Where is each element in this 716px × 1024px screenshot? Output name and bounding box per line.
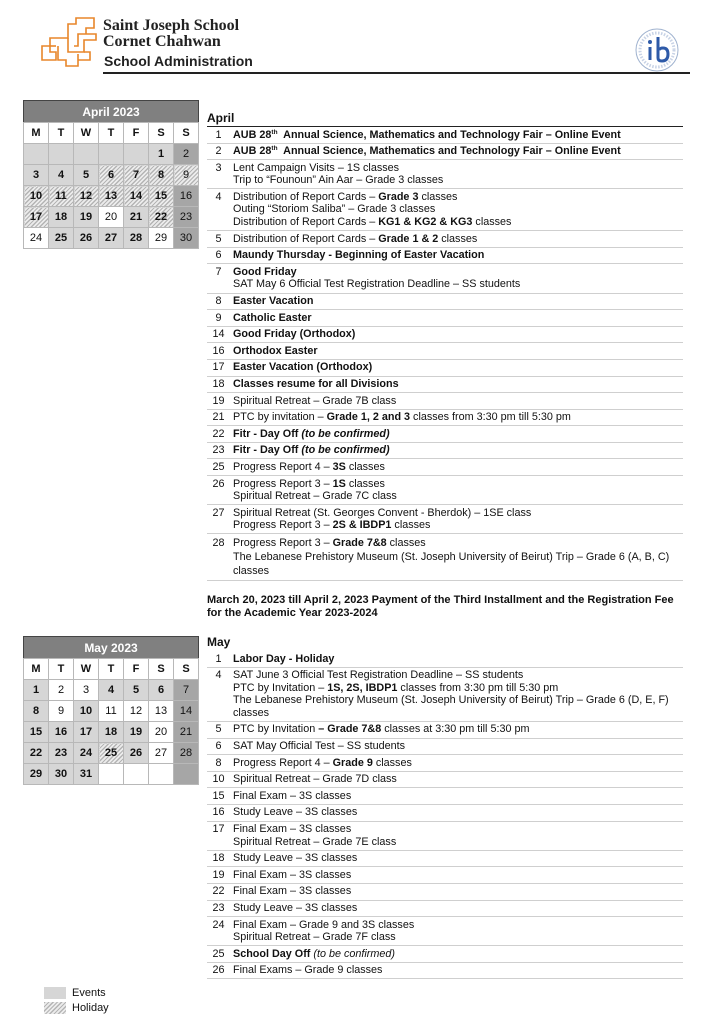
calendar-day: 6	[149, 680, 174, 701]
event-day: 8	[215, 756, 222, 769]
event-text: Progress Report 4 – 3S classes	[233, 460, 385, 473]
event-day: 3	[215, 161, 222, 174]
event-text: Good Friday	[233, 265, 297, 278]
calendar-day: 16	[49, 722, 74, 743]
event-day: 23	[212, 902, 225, 914]
calendar-day: 1	[24, 680, 49, 701]
calendar-day: 17	[24, 207, 49, 228]
calendar-day	[74, 144, 99, 165]
event-row	[207, 505, 683, 534]
event-text: Distribution of Report Cards – Grade 3 classes	[233, 190, 458, 203]
calendar-day: 19	[124, 722, 149, 743]
calendar-day: 14	[174, 701, 199, 722]
event-row	[207, 772, 683, 789]
event-day: 25	[212, 947, 225, 960]
event-day: 15	[212, 789, 225, 802]
event-row	[207, 377, 683, 394]
weekday-label: T	[99, 659, 124, 680]
calendar-day: 28	[174, 743, 199, 764]
event-row	[207, 822, 683, 851]
event-row	[207, 160, 683, 189]
event-text: Labor Day - Holiday	[233, 652, 335, 665]
event-text: Final Exam – 3S classes	[233, 868, 352, 881]
weekday-label: T	[49, 123, 74, 144]
weekday-label: M	[24, 123, 49, 144]
calendar-day: 9	[49, 701, 74, 722]
calendar-week-row	[24, 680, 199, 701]
calendar-day: 12	[124, 701, 149, 722]
event-text: SAT May 6 Official Test Registration Deadline – SS students	[233, 278, 521, 291]
event-row	[207, 189, 683, 231]
event-text: classes	[233, 565, 270, 578]
event-row	[207, 327, 683, 344]
event-day: 18	[212, 378, 225, 390]
calendar-day: 13	[149, 701, 174, 722]
weekday-label: T	[49, 659, 74, 680]
payment-note: March 20, 2023 till April 2, 2023 Payment of the Third Installment and the Registration Fee for the Academic Year 2023-2024	[207, 594, 674, 619]
event-day: 16	[212, 806, 225, 819]
weekday-header-row	[24, 659, 199, 680]
event-row	[207, 722, 683, 739]
weekday-label: T	[99, 123, 124, 144]
calendar-day: 2	[174, 144, 199, 165]
calendar-day: 10	[24, 186, 49, 207]
calendar-day: 8	[149, 165, 174, 186]
calendar-day: 15	[149, 186, 174, 207]
event-text: PTC by Invitation – Grade 7&8 classes at 3:30 pm till 5:30 pm	[233, 723, 530, 736]
may-calendar	[23, 636, 199, 785]
event-text: Lent Campaign Visits – 1S classes	[233, 161, 400, 174]
school-name-line2: Cornet Chahwan	[103, 33, 221, 50]
calendar-day: 20	[99, 207, 124, 228]
calendar-day: 20	[149, 722, 174, 743]
calendar-day: 5	[74, 165, 99, 186]
event-text: Fitr - Day Off (to be confirmed)	[233, 427, 390, 440]
weekday-label: F	[124, 123, 149, 144]
calendar-day: 12	[74, 186, 99, 207]
legend-holiday-label: Holiday	[72, 1002, 109, 1014]
event-row	[207, 294, 683, 311]
event-text: Final Exams – Grade 9 classes	[233, 964, 383, 977]
weekday-label: M	[24, 659, 49, 680]
event-day: 21	[212, 411, 225, 424]
event-text: Progress Report 3 – 2S & IBDP1 classes	[233, 519, 431, 532]
event-text: Easter Vacation	[233, 295, 314, 308]
event-day: 10	[212, 773, 225, 786]
calendar-day: 4	[49, 165, 74, 186]
calendar-day	[99, 144, 124, 165]
event-row	[207, 476, 683, 505]
event-text: Study Leave – 3S classes	[233, 852, 358, 865]
event-text: Final Exam – Grade 9 and 3S classes	[233, 918, 415, 931]
weekday-label: W	[74, 123, 99, 144]
april-calendar	[23, 100, 199, 249]
event-row	[207, 739, 683, 756]
event-text: Study Leave – 3S classes	[233, 902, 358, 914]
event-row	[207, 410, 683, 427]
calendar-day: 1	[149, 144, 174, 165]
calendar-week-row	[24, 144, 199, 165]
event-row	[207, 963, 683, 980]
event-text: Outing “Storiom Saliba” – Grade 3 classes	[233, 203, 436, 216]
calendar-week-row	[24, 186, 199, 207]
event-row	[207, 393, 683, 410]
event-row	[207, 127, 683, 144]
event-text: Final Exam – 3S classes	[233, 823, 352, 836]
event-text: Final Exam – 3S classes	[233, 885, 352, 898]
event-text: Distribution of Report Cards – KG1 & KG2 & KG3 classes	[233, 216, 512, 229]
event-day: 28	[212, 536, 225, 549]
event-text: Progress Report 3 – 1S classes	[233, 477, 385, 490]
event-day: 8	[215, 295, 222, 308]
calendar-day: 22	[24, 743, 49, 764]
calendar-month-title: April 2023	[24, 101, 199, 123]
legend-item-holiday	[44, 1001, 109, 1015]
holiday-swatch	[44, 1002, 66, 1014]
calendar-day: 29	[24, 764, 49, 785]
event-day: 14	[212, 328, 225, 341]
event-text: Study Leave – 3S classes	[233, 806, 358, 819]
event-day: 26	[212, 477, 225, 490]
event-text: Distribution of Report Cards – Grade 1 & 2 classes	[233, 232, 478, 245]
event-row	[207, 264, 683, 293]
event-day: 22	[212, 885, 225, 898]
calendar-day	[124, 144, 149, 165]
event-day: 26	[212, 964, 225, 977]
calendar-day: 24	[24, 228, 49, 249]
event-day: 23	[212, 444, 225, 457]
event-day: 6	[215, 740, 222, 753]
event-row	[207, 901, 683, 918]
event-text: Classes resume for all Divisions	[233, 378, 399, 390]
calendar-day	[149, 764, 174, 785]
event-day: 4	[215, 190, 222, 203]
event-text: PTC by invitation – Grade 1, 2 and 3 classes from 3:30 pm till 5:30 pm	[233, 411, 571, 424]
event-text: AUB 28th Annual Science, Mathematics and Technology Fair – Online Event	[233, 128, 621, 141]
event-day: 16	[212, 344, 225, 357]
calendar-week-row	[24, 165, 199, 186]
event-text: classes	[233, 706, 270, 719]
event-row	[207, 459, 683, 476]
event-day: 1	[215, 652, 222, 665]
event-row	[207, 917, 683, 946]
calendar-day: 31	[74, 764, 99, 785]
event-day: 24	[212, 918, 225, 931]
event-row	[207, 788, 683, 805]
weekday-label: S	[149, 659, 174, 680]
calendar-day: 29	[149, 228, 174, 249]
calendar-day: 26	[124, 743, 149, 764]
calendar-day	[174, 764, 199, 785]
event-text: Catholic Easter	[233, 311, 312, 324]
may-events-section	[207, 634, 683, 979]
event-text: Spiritual Retreat – Grade 7C class	[233, 490, 397, 503]
calendar-day: 17	[74, 722, 99, 743]
event-text: PTC by Invitation – 1S, 2S, IBDP1 classes from 3:30 pm till 5:30 pm	[233, 681, 559, 694]
calendar-week-row	[24, 743, 199, 764]
may-section-title: May	[207, 635, 231, 649]
calendar-month-title: May 2023	[24, 637, 199, 659]
calendar-week-row	[24, 764, 199, 785]
calendar-day: 9	[174, 165, 199, 186]
calendar-day: 16	[174, 186, 199, 207]
event-day: 18	[212, 852, 225, 865]
event-text: Trip to “Founoun” Ain Aar – Grade 3 classes	[233, 174, 444, 187]
april-section-title: April	[207, 110, 683, 127]
calendar-day: 6	[99, 165, 124, 186]
event-row	[207, 534, 683, 581]
event-row	[207, 248, 683, 265]
event-text: Good Friday (Orthodox)	[233, 328, 356, 341]
event-text: Spiritual Retreat – Grade 7B class	[233, 394, 397, 407]
event-row	[207, 360, 683, 377]
event-text: The Lebanese Prehistory Museum (St. Joseph University of Beirut) Trip – Grade 6 (D, E, F)	[233, 694, 669, 707]
event-day: 17	[212, 823, 225, 836]
event-text: AUB 28th Annual Science, Mathematics and Technology Fair – Online Event	[233, 145, 621, 158]
event-day: 6	[215, 249, 222, 262]
event-row	[207, 805, 683, 822]
calendar-week-row	[24, 207, 199, 228]
event-text: Orthodox Easter	[233, 344, 318, 357]
calendar-day: 27	[149, 743, 174, 764]
event-day: 27	[212, 506, 225, 519]
event-day: 1	[215, 128, 222, 141]
event-row	[207, 867, 683, 884]
calendar-day: 25	[99, 743, 124, 764]
calendar-day: 8	[24, 701, 49, 722]
calendar-day: 30	[49, 764, 74, 785]
legend-events-label: Events	[72, 987, 106, 999]
event-day: 9	[215, 311, 222, 324]
event-text: Spiritual Retreat (St. Georges Convent - Bherdok) – 1SE class	[233, 506, 532, 519]
april-events-section	[207, 110, 683, 581]
ib-logo-icon	[634, 27, 680, 73]
calendar-day: 24	[74, 743, 99, 764]
calendar-day: 3	[74, 680, 99, 701]
calendar-day	[124, 764, 149, 785]
calendar-day: 30	[174, 228, 199, 249]
calendar-week-row	[24, 701, 199, 722]
calendar-week-row	[24, 228, 199, 249]
event-row	[207, 144, 683, 161]
weekday-label: S	[174, 123, 199, 144]
event-text: Progress Report 4 – Grade 9 classes	[233, 756, 412, 769]
header-divider	[103, 72, 690, 74]
event-row	[207, 668, 683, 722]
event-row	[207, 443, 683, 460]
calendar-day	[24, 144, 49, 165]
event-row	[207, 343, 683, 360]
school-name-line1: Saint Joseph School	[103, 17, 240, 34]
calendar-day: 4	[99, 680, 124, 701]
event-text: Easter Vacation (Orthodox)	[233, 361, 373, 374]
calendar-day: 23	[49, 743, 74, 764]
calendar-day: 25	[49, 228, 74, 249]
weekday-label: F	[124, 659, 149, 680]
calendar-day: 2	[49, 680, 74, 701]
calendar-day: 21	[174, 722, 199, 743]
event-row	[207, 426, 683, 443]
event-text: Spiritual Retreat – Grade 7E class	[233, 835, 397, 848]
event-day: 25	[212, 460, 225, 473]
event-day: 19	[212, 868, 225, 881]
calendar-day: 13	[99, 186, 124, 207]
event-text: The Lebanese Prehistory Museum (St. Joseph University of Beirut) Trip – Grade 6 (A, B, C)	[233, 551, 670, 564]
calendar-day: 15	[24, 722, 49, 743]
calendar-day: 11	[49, 186, 74, 207]
event-row	[207, 310, 683, 327]
calendar-day: 3	[24, 165, 49, 186]
event-text: Fitr - Day Off (to be confirmed)	[233, 444, 390, 457]
weekday-label: S	[174, 659, 199, 680]
event-text: SAT May Official Test – SS students	[233, 740, 406, 753]
school-name	[103, 18, 239, 50]
calendar-day: 7	[124, 165, 149, 186]
calendar-day: 5	[124, 680, 149, 701]
calendar-day	[99, 764, 124, 785]
calendar-day: 19	[74, 207, 99, 228]
calendar-day: 27	[99, 228, 124, 249]
events-swatch	[44, 987, 66, 999]
calendar-day: 14	[124, 186, 149, 207]
event-text: SAT June 3 Official Test Registration Deadline – SS students	[233, 669, 524, 682]
calendar-day: 28	[124, 228, 149, 249]
event-text: Spiritual Retreat – Grade 7D class	[233, 773, 397, 786]
event-day: 19	[212, 394, 225, 407]
event-text: Final Exam – 3S classes	[233, 789, 352, 802]
calendar-day: 22	[149, 207, 174, 228]
event-row	[207, 755, 683, 772]
calendar-day: 10	[74, 701, 99, 722]
event-row	[207, 231, 683, 248]
event-day: 17	[212, 361, 225, 374]
event-text: Spiritual Retreat – Grade 7F class	[233, 931, 396, 944]
event-row	[207, 884, 683, 901]
event-text: Maundy Thursday - Beginning of Easter Vacation	[233, 249, 485, 262]
calendar-day	[49, 144, 74, 165]
calendar-day: 18	[99, 722, 124, 743]
event-day: 22	[212, 427, 225, 440]
weekday-header-row	[24, 123, 199, 144]
weekday-label: W	[74, 659, 99, 680]
event-row	[207, 946, 683, 963]
event-text: Progress Report 3 – Grade 7&8 classes	[233, 536, 426, 549]
event-day: 2	[215, 145, 222, 158]
legend-item-events	[44, 986, 109, 1000]
event-row	[207, 851, 683, 868]
calendar-day: 21	[124, 207, 149, 228]
event-day: 4	[215, 669, 222, 682]
event-day: 7	[215, 265, 222, 278]
event-row	[207, 651, 683, 668]
department-title: School Administration	[104, 53, 253, 69]
calendar-day: 18	[49, 207, 74, 228]
calendar-day: 11	[99, 701, 124, 722]
event-day: 5	[215, 723, 222, 736]
event-day: 5	[215, 232, 222, 245]
calendar-legend	[44, 986, 109, 1016]
calendar-day: 7	[174, 680, 199, 701]
calendar-day: 26	[74, 228, 99, 249]
calendar-week-row	[24, 722, 199, 743]
school-logo	[38, 16, 100, 68]
calendar-day: 23	[174, 207, 199, 228]
event-text: School Day Off (to be confirmed)	[233, 947, 395, 960]
weekday-label: S	[149, 123, 174, 144]
